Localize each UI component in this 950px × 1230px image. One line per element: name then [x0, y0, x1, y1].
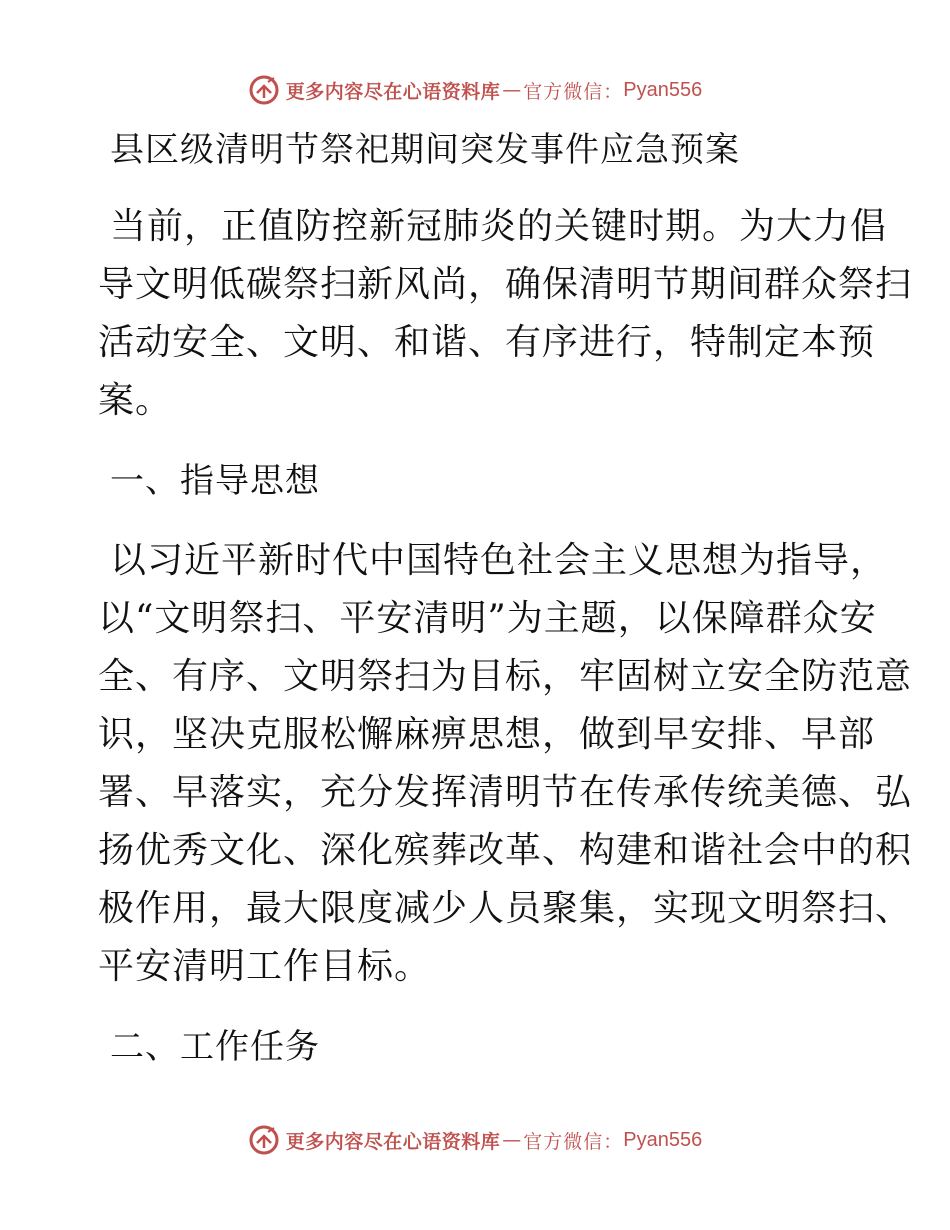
paragraph-line: 平安清明工作目标。: [98, 946, 432, 987]
banner-wechat-id: Pyan556: [623, 78, 703, 101]
book-pen-logo-icon: [248, 74, 280, 106]
document-title: 县区级清明节祭祀期间突发事件应急预案: [110, 130, 740, 170]
paragraph-line: 扬优秀文化、深化殡葬改革、构建和谐社会中的积: [98, 830, 913, 871]
section-heading-guiding-thought: 一、指导思想: [110, 461, 320, 501]
intro-line: 案。: [98, 380, 173, 421]
paragraph-line: 识，坚决克服松懈麻痹思想，做到早安排、早部: [98, 714, 876, 755]
banner-text: 更多内容尽在心语资料库: [285, 80, 501, 103]
banner-wechat-id: Pyan556: [623, 1128, 703, 1151]
paragraph-line: 极作用，最大限度减少人员聚集，实现文明祭扫、: [98, 888, 913, 929]
paragraph-line: 署、早落实，充分发挥清明节在传承传统美德、弘: [98, 772, 913, 813]
intro-line: 导文明低碳祭扫新风尚，确保清明节期间群众祭扫: [98, 264, 913, 305]
guiding-thought-paragraph: [98, 532, 913, 996]
banner-dash: —: [502, 79, 522, 101]
footer-banner: [0, 1120, 950, 1160]
document-body: [98, 120, 913, 1076]
header-banner: [0, 70, 950, 110]
banner-wechat-label: 官方微信：: [523, 80, 624, 103]
paragraph-line: 全、有序、文明祭扫为目标，牢固树立安全防范意: [98, 656, 913, 697]
paragraph-line: 以“文明祭扫、平安清明”为主题，以保障群众安: [98, 598, 877, 639]
section-heading-work-tasks: 二、工作任务: [110, 1027, 320, 1067]
banner-dash: —: [502, 1129, 522, 1151]
intro-paragraph: [98, 198, 913, 430]
banner-wechat-label: 官方微信：: [523, 1130, 624, 1153]
intro-line: 当前，正值防控新冠肺炎的关键时期。为大力倡: [110, 206, 888, 247]
paragraph-line: 以习近平新时代中国特色社会主义思想为指导，: [110, 540, 888, 581]
book-pen-logo-icon: [248, 1124, 280, 1156]
intro-line: 活动安全、文明、和谐、有序进行，特制定本预: [98, 322, 876, 363]
banner-text: 更多内容尽在心语资料库: [285, 1130, 501, 1153]
